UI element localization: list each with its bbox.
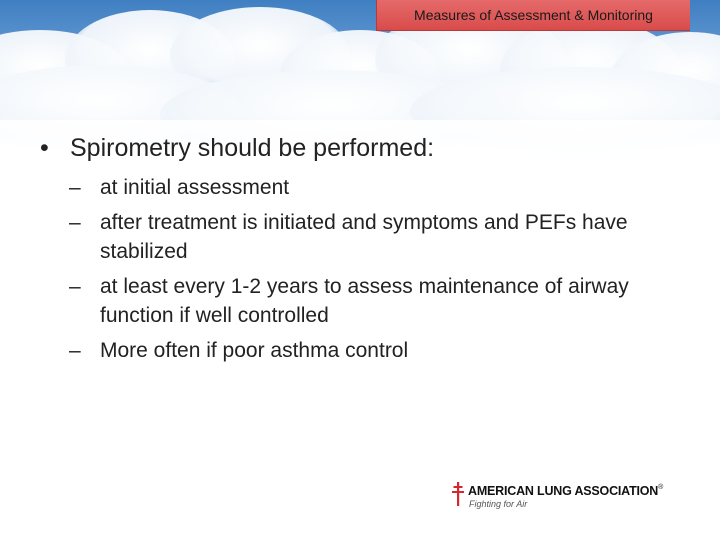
sub-bullet-text: after treatment is initiated and symptoms and PEFs have stabilized bbox=[100, 210, 628, 263]
dash-marker: – bbox=[69, 210, 81, 234]
dash-marker: – bbox=[69, 338, 81, 362]
sub-bullet-text: at least every 1-2 years to assess maintenance of airway function if well controlled bbox=[100, 274, 629, 327]
american-lung-association-logo bbox=[452, 482, 692, 512]
logo-name bbox=[468, 484, 663, 498]
sub-bullet-item bbox=[40, 208, 660, 267]
sub-bullet-list bbox=[40, 173, 700, 365]
sub-bullet-item bbox=[40, 173, 660, 203]
slide-body bbox=[40, 133, 700, 370]
dash-marker: – bbox=[69, 274, 81, 298]
logo-tagline: Fighting for Air bbox=[469, 499, 528, 509]
sub-bullet-item bbox=[40, 336, 660, 366]
main-bullet bbox=[40, 133, 700, 163]
section-title-banner bbox=[376, 0, 690, 31]
lorraine-cross-icon bbox=[452, 482, 464, 506]
sub-bullet-text: More often if poor asthma control bbox=[100, 338, 409, 362]
logo-name-text: AMERICAN LUNG ASSOCIATION bbox=[468, 484, 659, 498]
main-bullet-text: Spirometry should be performed: bbox=[70, 134, 435, 162]
bullet-marker: • bbox=[40, 134, 49, 162]
dash-marker: – bbox=[69, 176, 81, 199]
section-title: Measures of Assessment & Monitoring bbox=[414, 7, 653, 23]
registered-mark: ® bbox=[658, 484, 664, 491]
sub-bullet-item bbox=[40, 272, 660, 331]
sub-bullet-text: at initial assessment bbox=[100, 176, 290, 199]
